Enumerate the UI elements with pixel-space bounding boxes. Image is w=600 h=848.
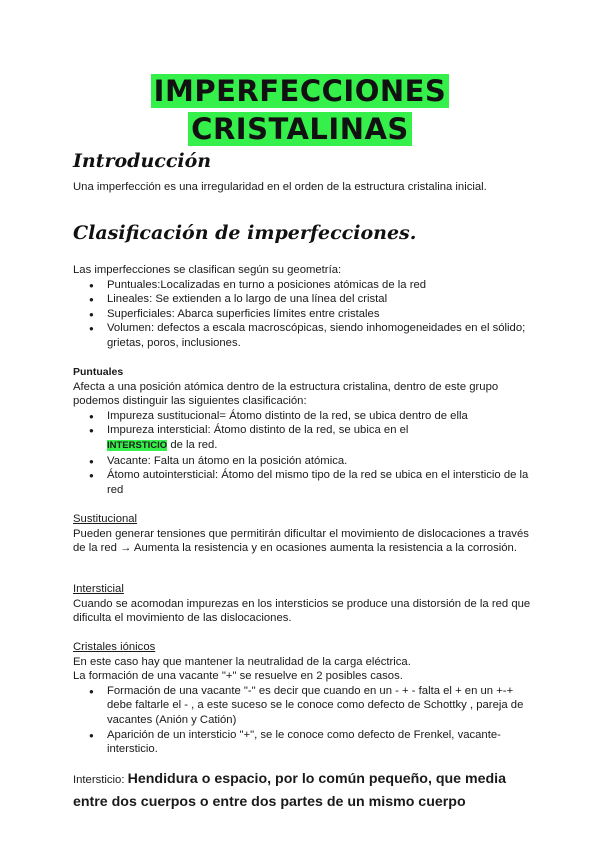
ionicos-heading: Cristales iónicos — [73, 641, 156, 653]
intro-heading: Introducción — [73, 150, 212, 172]
document-title — [0, 74, 600, 150]
definition-block — [73, 768, 533, 814]
list-item: ● Vacante: Falta un átomo en la posición atómica. — [107, 454, 533, 469]
list-item: ● Formación de una vacante "-" es decir que cuando en un - + - falta el + en un +-+ debe faltarle el - , a este suceso se le conoce como defecto de Schottky , pareja de vacantes (Anión y Catión) — [107, 684, 533, 728]
intro-text: Una imperfección es una irregularidad en el orden de la estructura cristalina inicial. — [73, 181, 487, 193]
ionicos-line-1: En este caso hay que mantener la neutralidad de la carga eléctrica. — [73, 655, 411, 668]
ionicos-line-2: La formación de una vacante "+" se resuelve en 2 posibles casos. — [73, 670, 403, 683]
sustitucional-text: Pueden generar tensiones que permitirán dificultar el movimiento de dislocaciones a través de la red → Aumenta la resistencia y en ocasiones aumenta la resistencia a la corrosión. — [73, 527, 529, 555]
classification-heading: Clasificación de imperfecciones. — [73, 222, 417, 244]
list-item: ● Volumen: defectos a escala macroscópicas, siendo inhomogeneidades en el sólido; grietas, poros, inclusiones. — [107, 321, 533, 350]
intersticial-text: Cuando se acomodan impurezas en los intersticios se produce una distorsión de la red que dificulta el movimiento de las dislocaciones. — [73, 597, 531, 625]
ionicos-list — [73, 684, 533, 757]
list-item: ● Átomo autointersticial: Átomo del mismo tipo de la red se ubica en el intersticio de la red — [107, 468, 533, 497]
highlighted-term: INTERSTICIO — [107, 439, 168, 451]
title-line-1: IMPERFECCIONES — [151, 74, 450, 108]
item-text: de la red. — [170, 438, 218, 451]
sustitucional-heading: Sustitucional — [73, 513, 138, 525]
classification-list — [73, 278, 533, 351]
list-item — [107, 423, 533, 453]
puntuales-heading: Puntuales — [73, 366, 124, 378]
puntuales-list — [73, 409, 533, 498]
title-line-2: CRISTALINAS — [188, 112, 412, 146]
list-item: ● Lineales: Se extienden a lo largo de una línea del cristal — [107, 292, 533, 307]
intersticial-heading: Intersticial — [73, 583, 124, 595]
ionicos-block — [73, 640, 533, 757]
list-item: ● Impureza sustitucional= Átomo distinto de la red, se ubica dentro de ella — [107, 409, 533, 424]
item-text: Impureza intersticial: Átomo distinto de la red, se ubica en el — [107, 424, 409, 437]
definition-label: Intersticio: — [73, 774, 125, 786]
puntuales-block — [73, 365, 533, 497]
definition-text: Hendidura o espacio, por lo común pequeño, que media entre dos cuerpos o entre dos partes de un mismo cuerpo — [73, 771, 507, 810]
list-item: ● Aparición de un intersticio "+", se le conoce como defecto de Frenkel, vacante-intersticio. — [107, 728, 533, 757]
puntuales-text: Afecta a una posición atómica dentro de la estructura cristalina, dentro de este grupo podemos distinguir las siguientes clasificación: — [73, 380, 499, 408]
sustitucional-block — [73, 512, 533, 556]
intersticial-block — [73, 582, 533, 626]
classification-block — [73, 263, 533, 351]
list-item: ● Superficiales: Abarca superficies límites entre cristales — [107, 307, 533, 322]
classification-lead: Las imperfecciones se clasifican según su geometría: — [73, 264, 342, 276]
list-item: ● Puntuales:Localizadas en turno a posiciones atómicas de la red — [107, 278, 533, 293]
